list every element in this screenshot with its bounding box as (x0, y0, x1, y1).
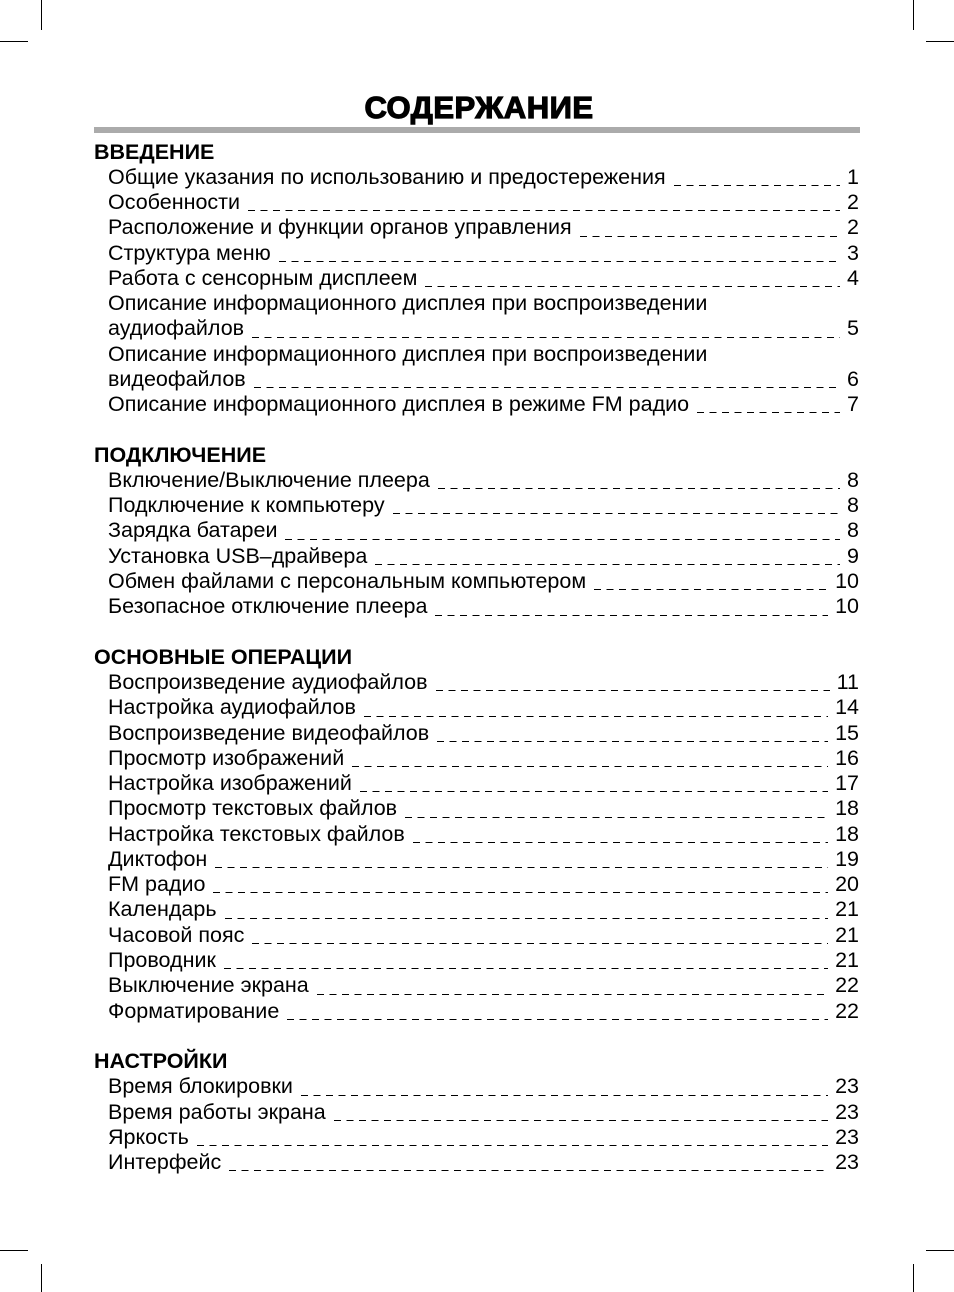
toc-entry-title: Просмотр изображений (108, 745, 345, 770)
toc-entry-title: Подключение к компьютеру (108, 493, 385, 518)
page-title: СОДЕРЖАНИЕ (364, 90, 594, 125)
toc-entry (94, 695, 859, 720)
dot-leader (437, 741, 828, 742)
toc-section (94, 443, 859, 620)
toc-entry-page: 17 (835, 771, 859, 796)
toc-entry-page: 11 (836, 670, 859, 695)
toc-entry-title: Обмен файлами с персональным компьютером (108, 569, 587, 594)
toc-entry-line (94, 291, 859, 316)
toc-entry (94, 973, 859, 998)
toc-section (94, 140, 859, 418)
dot-leader (248, 210, 840, 211)
table-of-contents (94, 140, 859, 1176)
toc-entry (94, 266, 859, 291)
dot-leader (393, 513, 840, 514)
toc-entry (94, 872, 859, 897)
dot-leader (674, 185, 840, 186)
toc-entry-title: Просмотр текстовых файлов (108, 796, 398, 821)
toc-entry-page: 21 (835, 897, 859, 922)
toc-entry-page: 2 (847, 215, 859, 240)
toc-entry-page: 23 (835, 1074, 859, 1099)
toc-entry-page: 4 (847, 265, 859, 290)
toc-entry (94, 544, 859, 569)
toc-entry (94, 215, 859, 240)
toc-section (94, 645, 859, 1024)
toc-entry-page: 18 (835, 796, 859, 821)
dot-leader (360, 791, 828, 792)
toc-entry-page: 8 (847, 467, 859, 492)
toc-entry-page: 22 (835, 973, 859, 998)
toc-entry (94, 847, 859, 872)
dot-leader (352, 766, 828, 767)
toc-entry-title: Календарь (108, 897, 217, 922)
title-rule (94, 127, 860, 133)
toc-entry-title: Яркость (108, 1124, 189, 1149)
toc-entry-title: Время блокировки (108, 1074, 293, 1099)
toc-entry (94, 999, 859, 1024)
toc-entry-title-continued: видеофайлов (108, 366, 246, 391)
toc-entry-title: FM радио (108, 872, 206, 897)
toc-entry-title: Описание информационного дисплея при воспроизведении (108, 341, 708, 366)
toc-entry (94, 392, 859, 417)
toc-entry-page: 8 (847, 493, 859, 518)
dot-leader (197, 1145, 828, 1146)
toc-entry (94, 796, 859, 821)
dot-leader (594, 589, 828, 590)
toc-entry-page: 16 (835, 745, 859, 770)
toc-entry-title: Общие указания по использованию и предостережения (108, 164, 666, 189)
dot-leader (697, 412, 840, 413)
toc-entry (94, 190, 859, 215)
toc-entry-title-continued: аудиофайлов (108, 316, 245, 341)
toc-entry (94, 165, 859, 190)
toc-entry-title: Расположение и функции органов управления (108, 215, 572, 240)
toc-entry-title: Воспроизведение видеофайлов (108, 720, 430, 745)
section-heading: ОСНОВНЫЕ ОПЕРАЦИИ (94, 644, 353, 669)
toc-entry (94, 291, 859, 342)
dot-leader (375, 564, 840, 565)
toc-entry-line (94, 367, 859, 392)
toc-entry-title: Зарядка батареи (108, 518, 278, 543)
toc-entry-page: 6 (847, 366, 859, 391)
toc-entry-page: 22 (835, 998, 859, 1023)
toc-entry-title: Безопасное отключение плеера (108, 594, 428, 619)
dot-leader (213, 892, 828, 893)
toc-entry (94, 948, 859, 973)
crop-mark-bottom-right-horizontal (926, 1250, 954, 1251)
dot-leader (224, 968, 828, 969)
toc-section (94, 1049, 859, 1175)
dot-leader (252, 337, 840, 338)
toc-entry (94, 241, 859, 266)
toc-entry-title: Особенности (108, 190, 241, 215)
toc-entry-page: 23 (835, 1150, 859, 1175)
toc-entry (94, 822, 859, 847)
toc-entry-title: Работа с сенсорным дисплеем (108, 265, 418, 290)
toc-entry-page: 2 (847, 190, 859, 215)
toc-entry-page: 19 (835, 846, 859, 871)
toc-entry-page: 1 (847, 164, 859, 189)
dot-leader (287, 1019, 828, 1020)
dot-leader (438, 488, 840, 489)
toc-entry (94, 771, 859, 796)
toc-entry (94, 897, 859, 922)
dot-leader (225, 918, 829, 919)
dot-leader (435, 615, 828, 616)
toc-entry-page: 18 (835, 821, 859, 846)
toc-entry-page: 7 (847, 392, 859, 417)
section-heading: ПОДКЛЮЧЕНИЕ (94, 442, 267, 467)
toc-entry-title: Настройка изображений (108, 771, 352, 796)
toc-entry-title: Описание информационного дисплея в режиме FM радио (108, 392, 690, 417)
toc-entry (94, 493, 859, 518)
toc-entry (94, 1125, 859, 1150)
toc-entry-page: 10 (835, 569, 859, 594)
section-heading: НАСТРОЙКИ (94, 1049, 228, 1074)
toc-entry (94, 923, 859, 948)
toc-entry-page: 15 (835, 720, 859, 745)
toc-entry-page: 21 (835, 922, 859, 947)
toc-entry (94, 1150, 859, 1175)
toc-entry-page: 21 (835, 948, 859, 972)
toc-entry-title: Включение/Выключение плеера (108, 467, 430, 492)
dot-leader (252, 943, 828, 944)
toc-entry (94, 594, 859, 619)
toc-entry-title: Время работы экрана (108, 1099, 326, 1124)
toc-entry-page: 20 (835, 872, 859, 897)
dot-leader (254, 387, 840, 388)
crop-mark-top-right-horizontal (926, 41, 954, 42)
dot-leader (285, 539, 840, 540)
toc-entry (94, 746, 859, 771)
toc-entry (94, 468, 859, 493)
toc-entry (94, 721, 859, 746)
dot-leader (215, 867, 828, 868)
toc-entry-title: Проводник (108, 948, 216, 972)
dot-leader (425, 286, 840, 287)
dot-leader (364, 716, 828, 717)
dot-leader (580, 236, 840, 237)
toc-entry (94, 518, 859, 543)
dot-leader (317, 994, 828, 995)
toc-entry (94, 569, 859, 594)
toc-entry-page: 23 (835, 1099, 859, 1124)
toc-entry (94, 1074, 859, 1099)
toc-entry-title: Выключение экрана (108, 973, 309, 998)
toc-entry-title: Описание информационного дисплея при воспроизведении (108, 291, 708, 316)
dot-leader (413, 842, 828, 843)
toc-entry-page: 14 (835, 695, 859, 720)
toc-entry-title: Часовой пояс (108, 922, 245, 947)
toc-entry-title: Настройка текстовых файлов (108, 821, 405, 846)
dot-leader (405, 817, 828, 818)
toc-entry-title: Структура меню (108, 240, 271, 265)
dot-leader (436, 690, 830, 691)
toc-entry-page: 5 (847, 316, 859, 341)
dot-leader (279, 261, 840, 262)
dot-leader (301, 1095, 828, 1096)
toc-entry-title: Интерфейс (108, 1150, 222, 1175)
toc-entry-page: 23 (835, 1124, 859, 1149)
dot-leader (229, 1170, 828, 1171)
toc-entry-line (94, 316, 859, 341)
toc-entry-page: 8 (847, 518, 859, 543)
toc-entry-title: Диктофон (108, 846, 208, 871)
toc-entry (94, 1100, 859, 1125)
crop-mark-bottom-right-vertical (913, 1264, 914, 1292)
crop-mark-top-left-horizontal (0, 41, 28, 42)
crop-mark-bottom-left-horizontal (0, 1250, 28, 1251)
toc-entry-title: Воспроизведение аудиофайлов (108, 670, 428, 695)
crop-mark-top-left-vertical (41, 0, 42, 30)
toc-entry-page: 9 (847, 543, 859, 568)
dot-leader (334, 1120, 828, 1121)
crop-mark-bottom-left-vertical (41, 1264, 42, 1292)
toc-entry (94, 342, 859, 393)
toc-entry-page: 3 (847, 240, 859, 265)
toc-entry-title: Форматирование (108, 998, 280, 1023)
section-heading: ВВЕДЕНИЕ (94, 139, 215, 164)
toc-entry-title: Настройка аудиофайлов (108, 695, 356, 720)
toc-entry-title: Установка USB–драйвера (108, 543, 368, 568)
toc-entry-page: 10 (835, 594, 859, 619)
toc-entry (94, 670, 859, 695)
toc-entry-line (94, 342, 859, 367)
crop-mark-top-right-vertical (913, 0, 914, 30)
